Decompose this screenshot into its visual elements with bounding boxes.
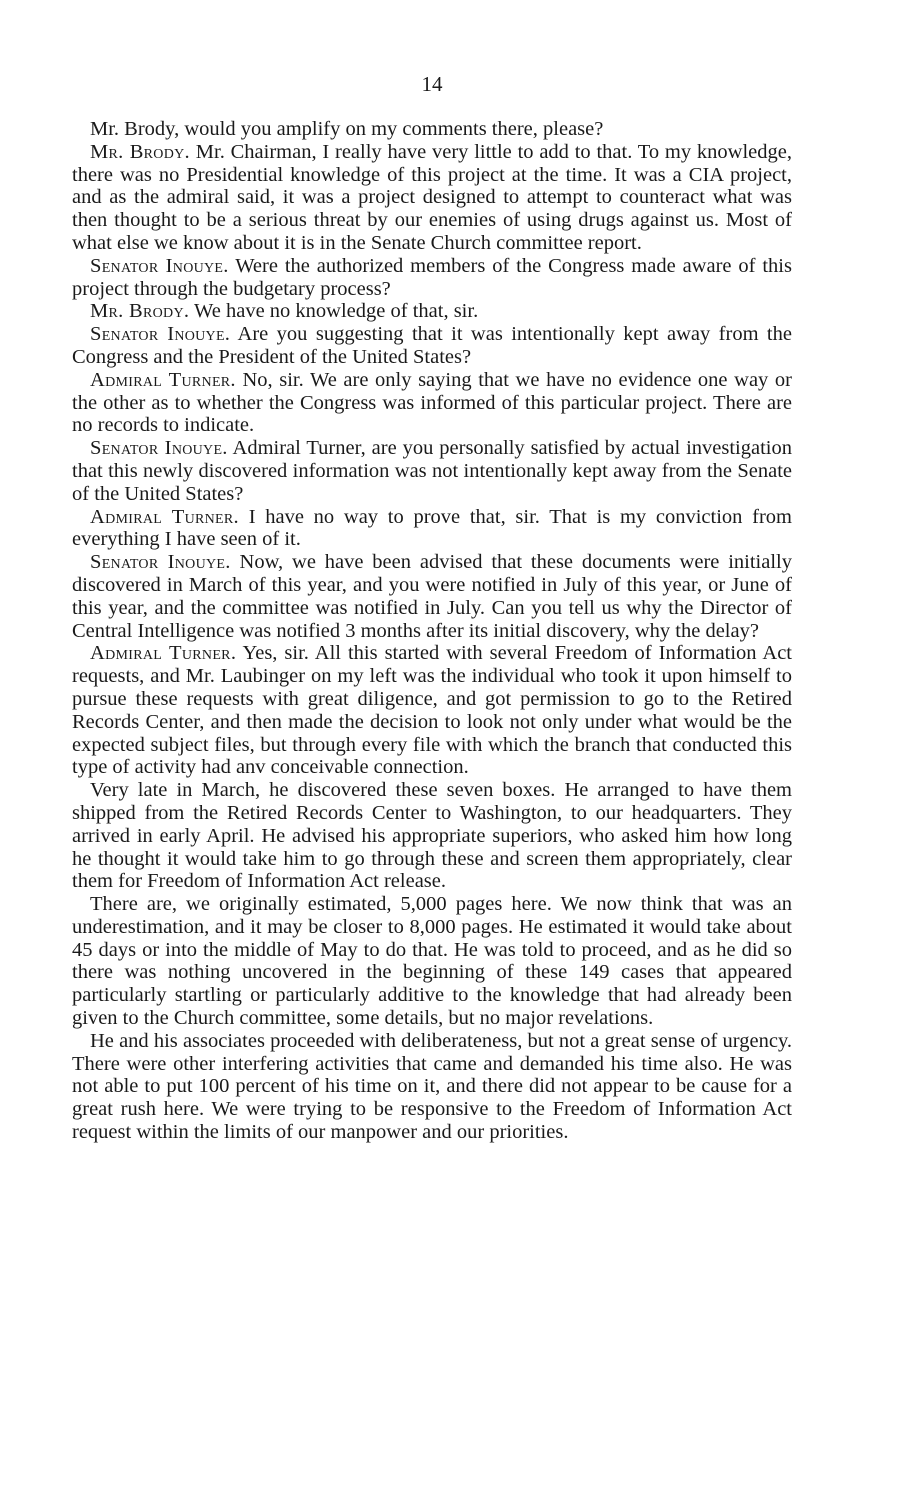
paragraph-5 bbox=[72, 323, 792, 369]
paragraph-7 bbox=[72, 437, 792, 505]
paragraph-10 bbox=[72, 642, 792, 779]
paragraph-text: Mr. Brody, would you amplify on my comments there, please? bbox=[90, 118, 604, 140]
paragraph-1 bbox=[72, 118, 792, 141]
paragraph-text: Now, we have been advised that these documents were initially discovered in March of this year, and you were notified in July of this year, or June of this year, and the committee was notified in July. Can you tell us why the Director of Central Intelligence was notified 3 months after its initial discovery, why the delay? bbox=[72, 551, 792, 642]
paragraph-text: Are you suggesting that it was intentionally kept away from the Congress and the President of the United States? bbox=[72, 323, 792, 368]
paragraph-8 bbox=[72, 506, 792, 552]
paragraph-text: No, sir. We are only saying that we have no evidence one way or the other as to whether the Congress was informed of this particular project. There are no records to indicate. bbox=[72, 368, 792, 437]
paragraph-6 bbox=[72, 369, 792, 437]
paragraph-text: Admiral Turner, are you personally satisfied by actual investigation that this newly discovered information was not intentionally kept away from the Senate of the United States? bbox=[72, 437, 792, 505]
speaker-label: Admiral Turner. bbox=[90, 505, 239, 528]
speaker-label: Senator Inouye. bbox=[90, 437, 228, 460]
speaker-label: Mr. Brody. bbox=[90, 300, 190, 323]
paragraph-12 bbox=[72, 893, 792, 1030]
speaker-label: Senator Inouye. bbox=[90, 254, 229, 277]
paragraph-2 bbox=[72, 141, 792, 255]
speaker-label: Mr. Brody. bbox=[90, 140, 190, 163]
paragraph-3 bbox=[72, 255, 792, 301]
paragraph-text: We have no knowledge of that, sir. bbox=[189, 300, 479, 323]
paragraph-11 bbox=[72, 779, 792, 893]
speaker-label: Admiral Turner. bbox=[90, 642, 237, 665]
paragraph-text: I have no way to prove that, sir. That is my conviction from everything I have seen of it. bbox=[72, 505, 792, 551]
speaker-label: Senator Inouye. bbox=[90, 551, 231, 574]
paragraph-4 bbox=[72, 300, 792, 323]
paragraph-text: Were the authorized members of the Congress made aware of this project through the budgetary process? bbox=[72, 254, 792, 300]
paragraph-text: He and his associates proceeded with deliberateness, but not a great sense of urgency. There were other interfering activities that came and demanded his time also. He was not able to put 100 percent of his time on it, and there did not appear to be cause for a great rush here. We were trying to be responsive to the Freedom of Information Act request within the limits of our manpower and our priorities. bbox=[72, 1029, 792, 1144]
paragraph-text: Very late in March, he discovered these seven boxes. He arranged to have them shipped from the Retired Records Center to Washington, to our headquarters. They arrived in early April. He advised his appropriate superiors, who asked him how long he thought it would take him to go through these and screen them appropriately, clear them for Freedom of Information Act release. bbox=[72, 779, 792, 893]
paragraph-13 bbox=[72, 1030, 792, 1144]
paragraph-text: Yes, sir. All this started with several Freedom of Information Act requests, and Mr. Laubinger on my left was the individual who took it upon himself to pursue these requests with great diligence, and got permission to go to the Retired Records Center, and then made the decision to look not only under what would be the expected subject files, but through every file with which the branch that conducted this type of activity had anv conceivable connection. bbox=[72, 642, 792, 779]
page-number: 14 bbox=[421, 72, 443, 96]
speaker-label: Admiral Turner. bbox=[90, 368, 236, 391]
speaker-label: Senator Inouye. bbox=[90, 323, 231, 346]
paragraph-text: There are, we originally estimated, 5,000 pages here. We now think that was an underestimation, and it may be closer to 8,000 pages. He estimated it would take about 45 days or into the middle of May to do that. He was told to proceed, and as he did so there was nothing uncovered in the beginning of these 149 cases that appeared particularly startling or particularly additive to the knowledge that had already been given to the Church committee, some details, but no major revelations. bbox=[72, 893, 792, 1030]
paragraph-9 bbox=[72, 551, 792, 642]
document-page bbox=[72, 72, 792, 1144]
paragraph-text: Mr. Chairman, I really have very little to add to that. To my knowledge, there was no Presidential knowledge of this project at the time. It was a CIA project, and as the admiral said, it was a project designed to attempt to counteract what was then thought to be a serious threat by our enemies of using drugs against us. Most of what else we know about it is in the Senate Church committee report. bbox=[72, 140, 792, 254]
